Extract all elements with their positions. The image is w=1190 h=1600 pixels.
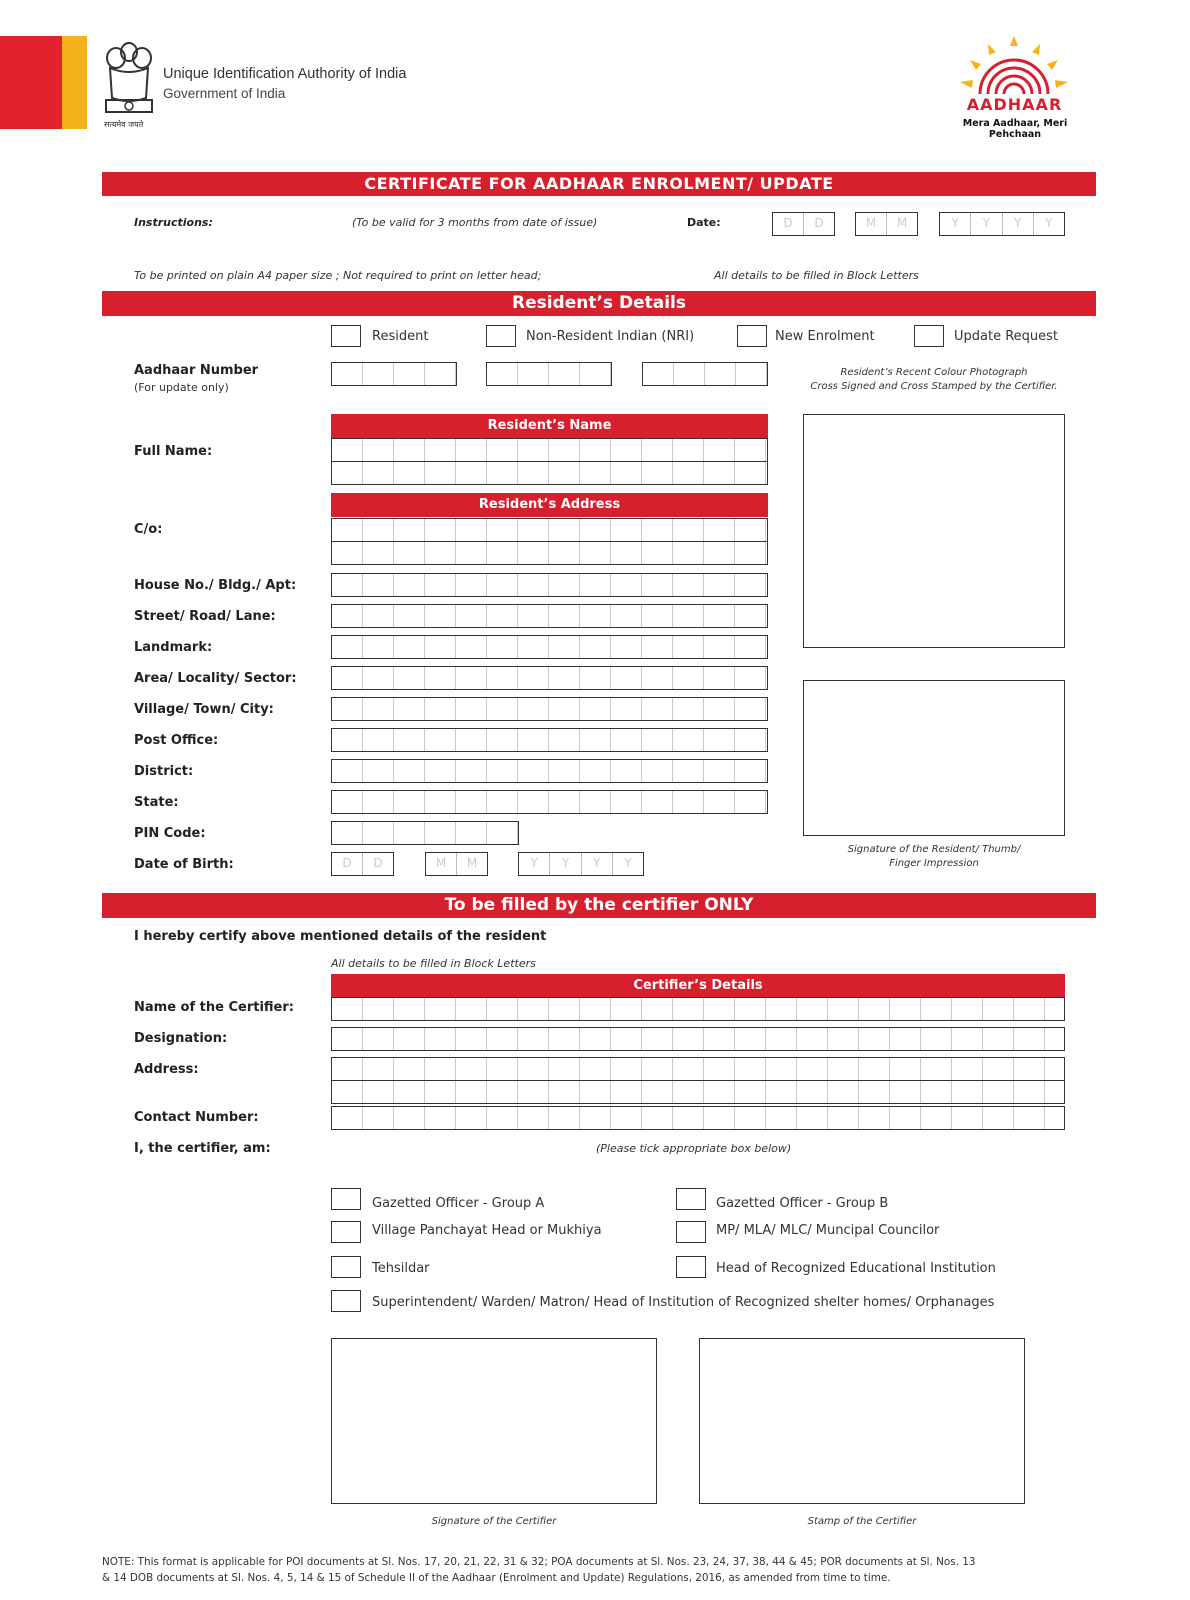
new-enrolment-checkbox[interactable] bbox=[737, 325, 767, 347]
care-of-input-line1[interactable] bbox=[331, 518, 768, 542]
emblem-motto: सत्यमेव जयते bbox=[104, 120, 144, 129]
corner-yellow-block bbox=[62, 36, 87, 129]
dob-year-cell: Y bbox=[624, 856, 632, 870]
certifier-section-title: To be filled by the certifier ONLY bbox=[102, 893, 1096, 918]
date-month-cell: M bbox=[896, 216, 908, 230]
tehsildar-label: Tehsildar bbox=[372, 1261, 430, 1276]
certifier-signature-label: Signature of the Certifier bbox=[431, 1516, 557, 1527]
org-name: Unique Identification Authority of India bbox=[163, 66, 407, 82]
certify-text: I hereby certify above mentioned details of the resident bbox=[134, 929, 547, 944]
update-request-checkbox[interactable] bbox=[914, 325, 944, 347]
mp-mla-label: MP/ MLA/ MLC/ Muncipal Councilor bbox=[716, 1223, 940, 1238]
photo-note-line1: Resident’s Recent Colour Photograph bbox=[840, 367, 1028, 378]
state-label: State: bbox=[134, 795, 179, 810]
landmark-input[interactable] bbox=[331, 635, 768, 659]
date-year-cell: Y bbox=[1003, 213, 1034, 235]
nri-checkbox[interactable] bbox=[486, 325, 516, 347]
dob-label: Date of Birth: bbox=[134, 857, 234, 872]
contact-number-label: Contact Number: bbox=[134, 1110, 259, 1125]
gazetted-group-a-label: Gazetted Officer - Group A bbox=[372, 1196, 545, 1211]
designation-label: Designation: bbox=[134, 1031, 228, 1046]
post-office-input[interactable] bbox=[331, 728, 768, 752]
signature-note-line1: Signature of the Resident/ Thumb/ bbox=[847, 844, 1021, 855]
dob-year-input[interactable] bbox=[518, 852, 644, 876]
dob-year-cell: Y bbox=[550, 853, 581, 875]
certifier-address-input-line2[interactable] bbox=[331, 1080, 1065, 1104]
state-input[interactable] bbox=[331, 790, 768, 814]
block-letters-note: All details to be filled in Block Letters bbox=[714, 269, 919, 282]
street-input[interactable] bbox=[331, 604, 768, 628]
dob-day-cell: D bbox=[332, 853, 363, 875]
mp-mla-checkbox[interactable] bbox=[676, 1221, 706, 1243]
pin-code-label: PIN Code: bbox=[134, 826, 206, 841]
resident-checkbox[interactable] bbox=[331, 325, 361, 347]
pin-code-input[interactable] bbox=[331, 821, 519, 845]
date-month-input[interactable] bbox=[855, 212, 918, 236]
aadhaar-number-label: Aadhaar Number bbox=[134, 363, 259, 378]
resident-name-header: Resident’s Name bbox=[331, 414, 768, 438]
aadhaar-number-input-2[interactable] bbox=[486, 362, 612, 386]
certifier-details-header: Certifier’s Details bbox=[331, 974, 1065, 998]
update-request-label: Update Request bbox=[954, 329, 1059, 344]
aadhaar-number-sub: (For update only) bbox=[134, 381, 229, 394]
certifier-address-input-line1[interactable] bbox=[331, 1057, 1065, 1081]
dob-year-cell: Y bbox=[582, 853, 613, 875]
certifier-name-label: Name of the Certifier: bbox=[134, 1000, 294, 1015]
aadhaar-wordmark: AADHAAR bbox=[966, 95, 1063, 114]
instructions-label: Instructions: bbox=[134, 216, 213, 229]
house-no-label: House No./ Bldg./ Apt: bbox=[134, 578, 297, 593]
full-name-input-line2[interactable] bbox=[331, 461, 768, 485]
date-year-cell: Y bbox=[971, 213, 1002, 235]
village-head-label: Village Panchayat Head or Mukhiya bbox=[372, 1223, 602, 1238]
superintendent-label: Superintendent/ Warden/ Matron/ Head of Institution of Recognized shelter homes/ Orphanages bbox=[372, 1295, 995, 1310]
emblem-icon bbox=[100, 36, 158, 132]
resident-signature-box[interactable] bbox=[803, 680, 1065, 836]
house-no-input[interactable] bbox=[331, 573, 768, 597]
educational-head-label: Head of Recognized Educational Institution bbox=[716, 1261, 996, 1276]
certifier-name-input[interactable] bbox=[331, 997, 1065, 1021]
certifier-am-label: I, the certifier, am: bbox=[134, 1141, 271, 1156]
superintendent-checkbox[interactable] bbox=[331, 1290, 361, 1312]
village-town-city-label: Village/ Town/ City: bbox=[134, 702, 274, 717]
tick-note: (Please tick appropriate box below) bbox=[596, 1142, 792, 1155]
area-label: Area/ Locality/ Sector: bbox=[134, 671, 297, 686]
care-of-label: C/o: bbox=[134, 522, 163, 537]
certifier-stamp-label: Stamp of the Certifier bbox=[807, 1516, 917, 1527]
dob-month-cell: M bbox=[466, 856, 478, 870]
district-label: District: bbox=[134, 764, 194, 779]
village-head-checkbox[interactable] bbox=[331, 1221, 361, 1243]
aadhaar-number-input-3[interactable] bbox=[642, 362, 768, 386]
post-office-label: Post Office: bbox=[134, 733, 219, 748]
date-day-input[interactable] bbox=[772, 212, 835, 236]
certifier-signature-box[interactable] bbox=[331, 1338, 657, 1504]
corner-red-block bbox=[0, 36, 62, 129]
dob-month-cell: M bbox=[426, 853, 457, 875]
aadhaar-logo-icon bbox=[958, 36, 1070, 96]
dob-month-input[interactable] bbox=[425, 852, 488, 876]
new-enrolment-label: New Enrolment bbox=[775, 329, 875, 344]
contact-number-input[interactable] bbox=[331, 1106, 1065, 1130]
designation-input[interactable] bbox=[331, 1027, 1065, 1051]
certifier-block-note: All details to be filled in Block Letters bbox=[331, 957, 536, 970]
area-input[interactable] bbox=[331, 666, 768, 690]
aadhaar-tagline: Mera Aadhaar, Meri Pehchaan bbox=[962, 118, 1068, 140]
resident-address-header: Resident’s Address bbox=[331, 493, 768, 517]
dob-year-cell: Y bbox=[519, 853, 550, 875]
photo-note-line2: Cross Signed and Cross Stamped by the Certifier. bbox=[810, 381, 1058, 392]
gazetted-group-b-checkbox[interactable] bbox=[676, 1188, 706, 1210]
dob-day-input[interactable] bbox=[331, 852, 394, 876]
full-name-input-line1[interactable] bbox=[331, 438, 768, 462]
certifier-address-label: Address: bbox=[134, 1062, 199, 1077]
footer-note-line2: & 14 DOB documents at Sl. Nos. 4, 5, 14 & 15 of Schedule II of the Aadhaar (Enrolment and Update) Regulations, 2016, as amended from time to time. bbox=[102, 1572, 891, 1584]
resident-photo-box[interactable] bbox=[803, 414, 1065, 648]
street-label: Street/ Road/ Lane: bbox=[134, 609, 276, 624]
resident-section-title: Resident’s Details bbox=[102, 291, 1096, 316]
gazetted-group-a-checkbox[interactable] bbox=[331, 1188, 361, 1210]
nri-option-label: Non-Resident Indian (NRI) bbox=[526, 329, 695, 344]
gazetted-group-b-label: Gazetted Officer - Group B bbox=[716, 1196, 889, 1211]
date-month-cell: M bbox=[856, 213, 887, 235]
date-label: Date: bbox=[687, 216, 721, 229]
tehsildar-checkbox[interactable] bbox=[331, 1256, 361, 1278]
resident-option-label: Resident bbox=[372, 329, 429, 344]
dob-day-cell: D bbox=[373, 856, 383, 870]
org-subtitle: Government of India bbox=[163, 86, 286, 101]
footer-note-line1: NOTE: This format is applicable for POI documents at Sl. Nos. 17, 20, 21, 22, 31 & 32; POA documents at Sl. Nos. 23, 24, 37, 38, 44 & 45; POR documents at Sl. Nos. 13 bbox=[102, 1556, 976, 1568]
aadhaar-number-input-1[interactable] bbox=[331, 362, 457, 386]
date-year-input[interactable] bbox=[939, 212, 1065, 236]
full-name-label: Full Name: bbox=[134, 444, 213, 459]
print-note: To be printed on plain A4 paper size ; Not required to print on letter head; bbox=[134, 269, 542, 282]
date-year-cell: Y bbox=[940, 213, 971, 235]
certificate-title: CERTIFICATE FOR AADHAAR ENROLMENT/ UPDATE bbox=[102, 172, 1096, 196]
date-day-cell: D bbox=[773, 213, 804, 235]
validity-note: (To be valid for 3 months from date of issue) bbox=[352, 216, 598, 229]
certifier-stamp-box[interactable] bbox=[699, 1338, 1025, 1504]
district-input[interactable] bbox=[331, 759, 768, 783]
date-day-cell: D bbox=[814, 216, 824, 230]
educational-head-checkbox[interactable] bbox=[676, 1256, 706, 1278]
village-town-city-input[interactable] bbox=[331, 697, 768, 721]
date-year-cell: Y bbox=[1045, 216, 1053, 230]
signature-note-line2: Finger Impression bbox=[889, 858, 979, 869]
landmark-label: Landmark: bbox=[134, 640, 213, 655]
care-of-input-line2[interactable] bbox=[331, 541, 768, 565]
